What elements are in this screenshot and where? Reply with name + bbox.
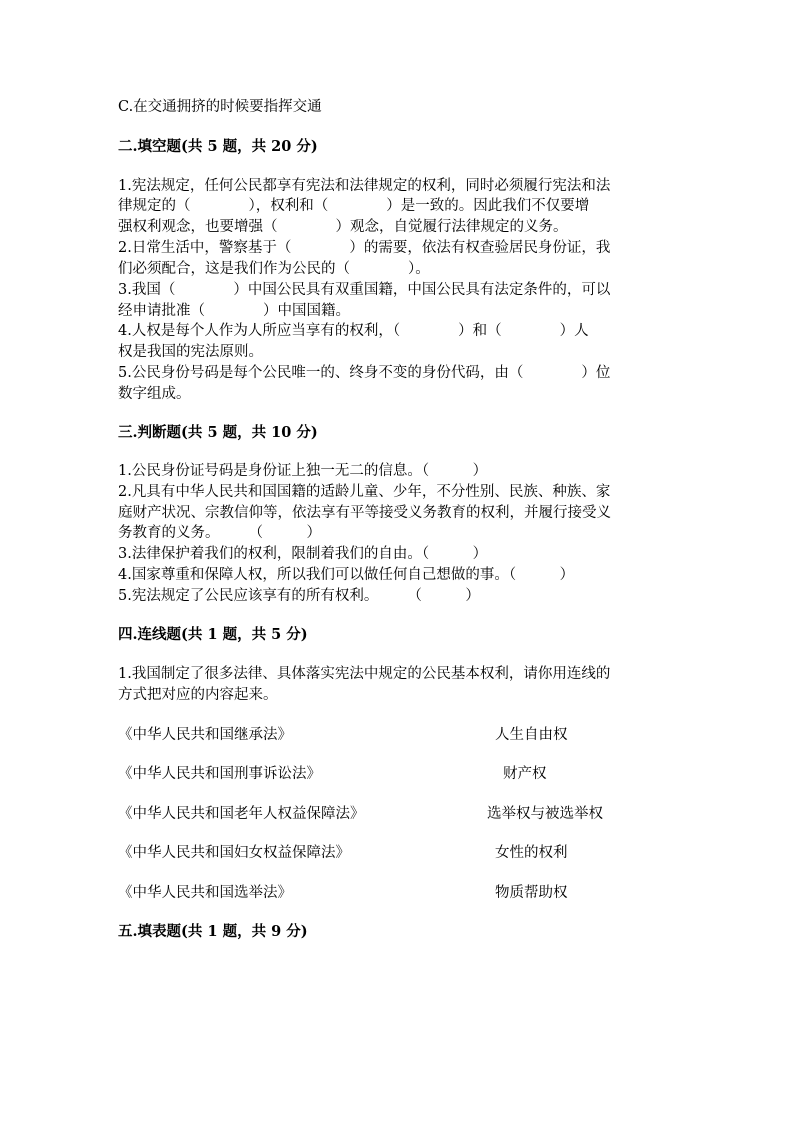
fill-line: 4.人权是每个人作为人所应当享有的权利，（ ）和（ ）人 <box>118 323 589 339</box>
fill-line: 权是我国的宪法原则。 <box>118 344 263 360</box>
law-item: 《中华人民共和国刑事诉讼法》 <box>118 766 321 782</box>
right-item: 人生自由权 <box>495 727 568 743</box>
judge-line: 务教育的义务。 （ ） <box>118 525 321 541</box>
top-option: C.在交通拥挤的时候要指挥交通 <box>118 99 322 115</box>
fill-line: 强权利观念，也要增强（ ）观念，自觉履行法律规定的义务。 <box>118 219 568 235</box>
judge-line: 2.凡具有中华人民共和国国籍的适龄儿童、少年，不分性别、民族、种族、家 <box>118 484 611 500</box>
right-item: 选举权与被选举权 <box>487 806 603 822</box>
fill-line: 们必须配合，这是我们作为公民的（ ）。 <box>118 261 430 277</box>
judge-line: 4.国家尊重和保障人权，所以我们可以做任何自己想做的事。（ ） <box>118 567 575 583</box>
judge-line: 3.法律保护着我们的权利，限制着我们的自由。（ ） <box>118 546 488 562</box>
fill-line: 1.宪法规定，任何公民都享有宪法和法律规定的权利，同时必须履行宪法和法 <box>118 178 611 194</box>
section-fill-title: 二.填空题(共 5 题，共 20 分) <box>118 138 318 155</box>
right-item: 女性的权利 <box>495 845 568 861</box>
judge-line: 1.公民身份证号码是身份证上独一无二的信息。（ ） <box>118 463 488 479</box>
section-match-title: 四.连线题(共 1 题，共 5 分) <box>118 626 308 643</box>
section-judge-title: 三.判断题(共 5 题，共 10 分) <box>118 424 318 441</box>
law-item: 《中华人民共和国选举法》 <box>118 885 292 901</box>
fill-line: 5.公民身份号码是每个公民唯一的、终身不变的身份代码，由（ ）位 <box>118 365 611 381</box>
match-intro-line: 方式把对应的内容起来。 <box>118 687 278 703</box>
law-item: 《中华人民共和国妇女权益保障法》 <box>118 845 350 861</box>
match-intro-line: 1.我国制定了很多法律、具体落实宪法中规定的公民基本权利，请你用连线的 <box>118 666 611 682</box>
fill-line: 2.日常生活中，警察基于（ ）的需要，依法有权查验居民身份证，我 <box>118 240 611 256</box>
fill-line: 数字组成。 <box>118 386 191 402</box>
fill-line: 经申请批准（ ）中国国籍。 <box>118 303 350 319</box>
judge-line: 5.宪法规定了公民应该享有的所有权利。 （ ） <box>118 588 480 604</box>
fill-line: 律规定的（ ），权利和（ ）是一致的。因此我们不仅要增 <box>118 198 590 214</box>
law-item: 《中华人民共和国老年人权益保障法》 <box>118 806 365 822</box>
judge-line: 庭财产状况、宗教信仰等，依法享有平等接受义务教育的权利，并履行接受义 <box>118 505 611 521</box>
section-table-title: 五.填表题(共 1 题，共 9 分) <box>118 923 308 940</box>
right-item: 财产权 <box>503 766 547 782</box>
right-item: 物质帮助权 <box>495 885 568 901</box>
fill-line: 3.我国（ ）中国公民具有双重国籍，中国公民具有法定条件的，可以 <box>118 282 611 298</box>
law-item: 《中华人民共和国继承法》 <box>118 727 292 743</box>
